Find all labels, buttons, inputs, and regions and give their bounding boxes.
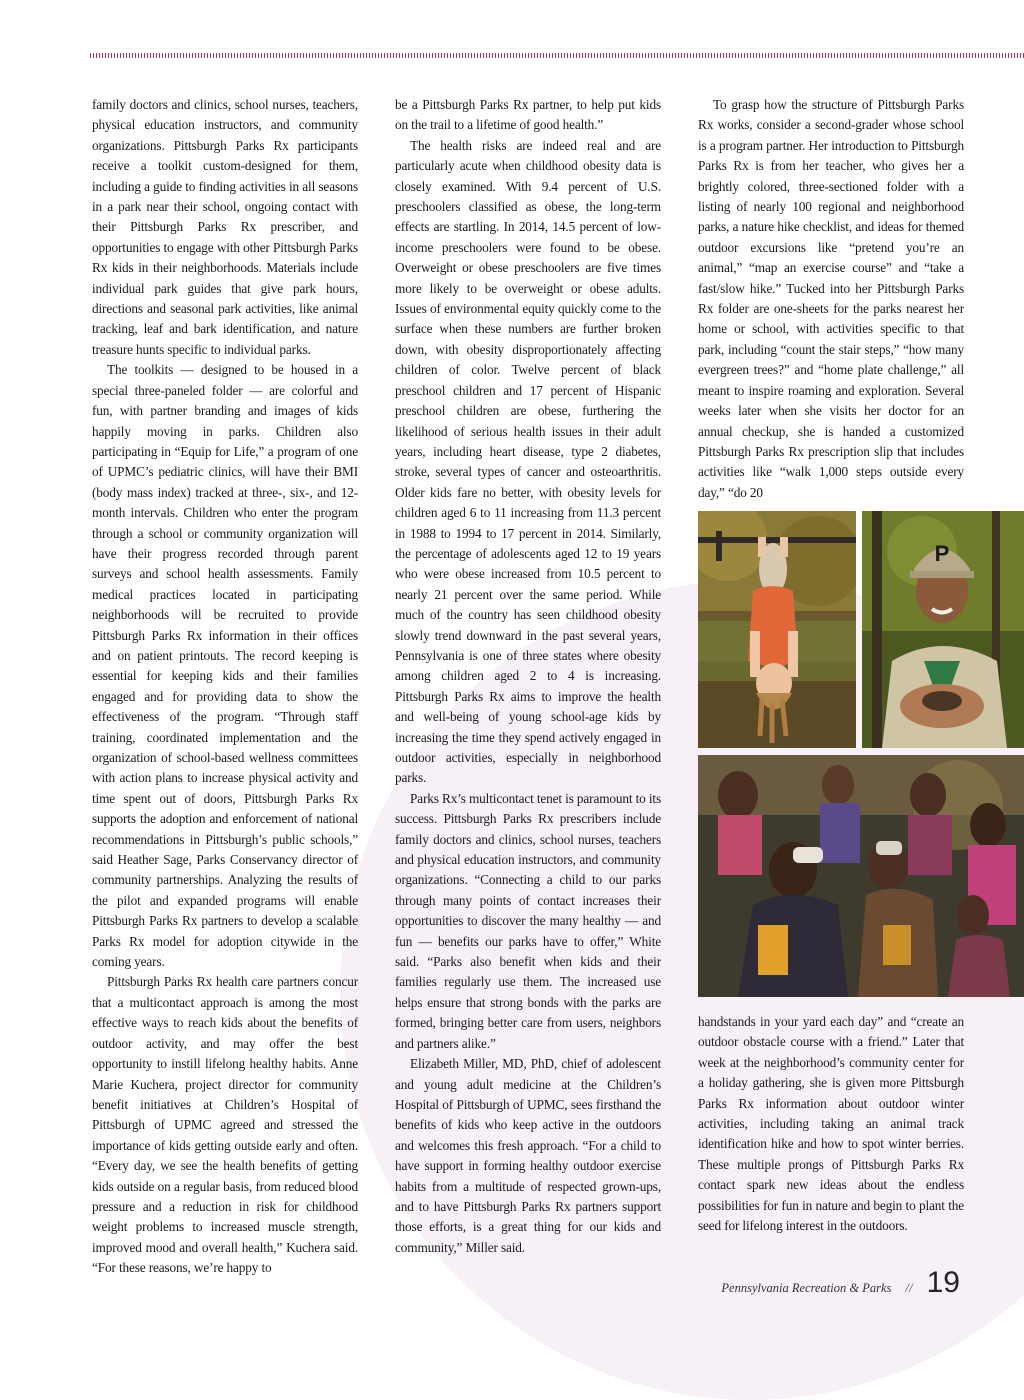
paragraph: To grasp how the structure of Pittsburgh Parks Rx works, consider a second-grader whose school is a program partner. Her introduction to Pittsburgh Parks Rx is from her teacher, who gives her a brightly colored, three-sectioned folder with a listing of nearly 100 regional and neighborhood parks, a nature hike checklist, and ideas for themed outdoor excursions like “pretend you’re an animal,” “map an exercise course” and “take a fast/slow hike.” Tucked into her Pittsburgh Parks Rx folder are one-sheets for the parks nearest her home or school, with activities specific to that park, including “count the stair steps,” “how many evergreen trees?” and “home plate challenge,” all meant to inspire roaming and exploration. Several weeks later when she visits her doctor for an annual checkup, she is handed a customized Pittsburgh Parks Rx prescription slip that includes activities like “walk 1,000 steps outside every day,” “do 20 — [698, 97, 964, 500]
paragraph: Elizabeth Miller, MD, PhD, chief of adolescent and young adult medicine at the Children’s Hospital of Pittsburgh of UPMC, sees firsthand the benefits of kids who keep active in the outdoors and welcomes this fresh approach. “For a child to have support in forming healthy outdoor exercise habits from a multitude of respected grown-ups, and to have Pittsburgh Parks Rx partners support those efforts, is a great thing for our kids and community,” Miller said. — [395, 1056, 661, 1255]
photo-girl-with-cap — [862, 511, 1024, 748]
page-footer — [721, 1266, 960, 1300]
article-column-2 — [395, 95, 661, 1258]
paragraph: The toolkits — designed to be housed in a special three-paneled folder — are colorful and fun, with partner branding and images of kids happily moving in parks. Children also participating in “Equip for Life,” a program of one of UPMC’s pediatric clinics, will have their BMI (body mass index) tracked at three-, six-, and 12-month intervals. Children who enter the program through a school or community organization will have their progress recorded through parent surveys and school health assessments. Family medical practices located in participating neighborhoods will be recruited to provide Pittsburgh Parks Rx information in their offices and on patient printouts. The record keeping is essential for keeping kids and their families engaged and for providing data to show the effectiveness of the program. “Through staff training, coordinated implementation and the organization of school-based wellness committees with action plans to increase physical activity and time spent out of doors, Pittsburgh Parks Rx supports the adoption and enforcement of national recommendations in Pittsburgh’s public schools,” said Heather Sage, Parks Conservancy director of community partnerships. Analyzing the results of the pilot and expanded programs will enable Pittsburgh Parks Rx partners to develop a scalable Parks Rx model for adoption citywide in the coming years. — [92, 362, 358, 970]
magazine-title: Pennsylvania Recreation & Parks — [721, 1281, 892, 1295]
cap-letter: P — [934, 541, 950, 566]
paragraph: The health risks are indeed real and are particularly acute when childhood obesity data is closely examined. With 9.4 percent of U.S. preschoolers classified as obese, the long-term effects are startling. In 2014, 14.5 percent of low-income preschoolers were found to be obese. Overweight or obese preschoolers are five times more likely to be overweight or obese adults. Issues of environmental equity quickly come to the surface when these numbers are further broken down, with obesity disproportionately affecting children of color. Twelve percent of black preschool children and 17 percent of Hispanic preschool children are obese, furthering the likelihood of serious health issues in their adult years, including heart disease, type 2 diabetes, stroke, several types of cancer and osteoarthritis. Older kids fare no better, with obesity levels for children aged 6 to 11 increasing from 11.3 percent in 1988 to 1994 to 17 percent in 2014. Similarly, the percentage of adolescents aged 12 to 19 years who were obese increased from 10.5 percent to nearly 21 percent over the same period. While much of the country has seen childhood obesity slowly trend downward in the past several years, Pennsylvania is one of three states where obesity among children aged 2 to 4 is increasing. Pittsburgh Parks Rx aims to improve the health and well-being of young school-age kids by increasing the time they spend actively engaged in outdoor activities, especially in neighborhood parks. — [395, 137, 661, 786]
paragraph: Parks Rx’s multicontact tenet is paramount to its success. Pittsburgh Parks Rx prescribers include family doctors and clinics, school nurses, teachers and physical education instructors, and community organizations. “Connecting a child to our parks through many points of contact increases their opportunities to discover the many healthy — and fun — benefits our parks have to offer,” White said. “Parks also benefit when kids and their families regularly use them. The increased use helps ensure that strong bonds with the parks are formed, bringing better care from users, neighbors and partners alike.” — [395, 790, 661, 1051]
paragraph: family doctors and clinics, school nurses, teachers, physical education instructors, and community organizations. Pittsburgh Parks Rx participants receive a toolkit custom-designed for them, including a guide to finding activities in all seasons in a park near their school, ongoing contact with their Pittsburgh Parks Rx prescriber, and opportunities to engage with other Pittsburgh Parks Rx kids in their neighborhoods. Materials include individual park guides that give park hours, directions and seasonal park activities, like animal tracking, leaf and bark identification, and nature treasure hunts specific to individual parks. — [92, 97, 358, 357]
page-number: 19 — [926, 1266, 960, 1299]
article-column-3-bottom — [698, 1012, 964, 1236]
paragraph: handstands in your yard each day” and “create an outdoor obstacle course with a friend.” Later that week at the neighborhood’s community center for a holiday gathering, she is given more Pittsburgh Parks Rx information about outdoor winter activities, including taking an animal track identification hike and how to spot winter berries. These multiple prongs of Pittsburgh Parks Rx contact spark new ideas about the endless possibilities for fun in nature and begin to plant the seed for lifelong interest in the outdoors. — [698, 1014, 964, 1234]
header-rule — [90, 53, 1024, 58]
article-column-3-top — [698, 95, 964, 503]
photo-kids-group — [698, 755, 1024, 997]
article-column-1 — [92, 95, 358, 1279]
photo-child-hanging — [698, 511, 856, 748]
footer-separator: // — [905, 1280, 913, 1295]
paragraph: Pittsburgh Parks Rx health care partners concur that a multicontact approach is among the most effective ways to reach kids about the benefits of outdoor activity, and may offer the best opportunity to instill lifelong healthy habits. Anne Marie Kuchera, project director for community benefit initiatives at Children’s Hospital of Pittsburgh of UPMC agreed and stressed the importance of kids getting outside early and often. “Every day, we see the health benefits of getting kids outside on a regular basis, from reduced blood pressure and a reduction in risk for childhood weight problems to increased muscle strength, improved mood and overall health,” Kuchera said. “For these reasons, we’re happy to — [92, 974, 358, 1276]
paragraph: be a Pittsburgh Parks Rx partner, to help put kids on the trail to a lifetime of good health.” — [395, 97, 661, 133]
